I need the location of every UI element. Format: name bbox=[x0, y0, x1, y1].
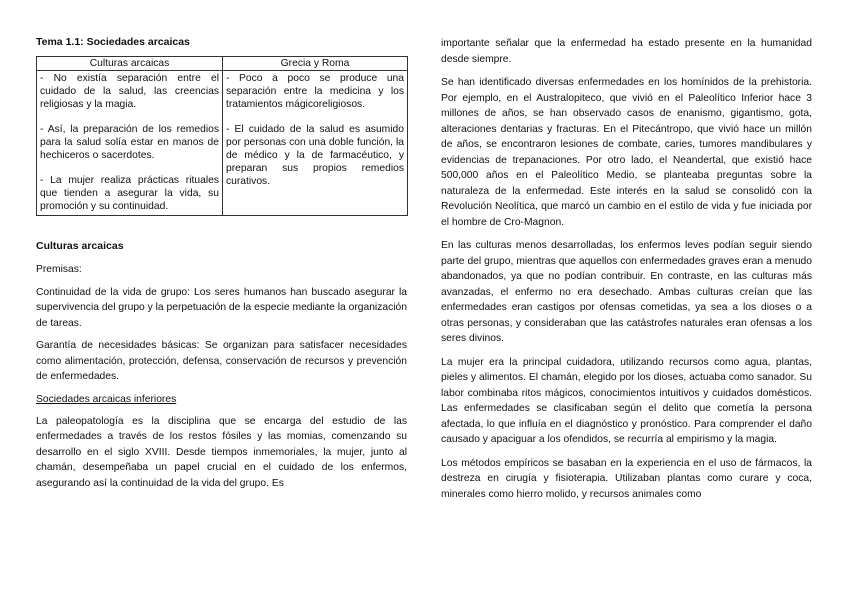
paragraph: importante señalar que la enfermedad ha estado presente en la humanidad desde siempre. bbox=[441, 38, 812, 65]
paragraph: Se han identificado diversas enfermedades en los homínidos de la prehistoria. Por ejemplo, en el Australopiteco, que vivió en el Paleolítico Inferior hace 3 millones de años, se han observado casos de enanismo, gigantismo, gota, alteraciones dentarias y fracturas. En el Pitecántropo, que vivió hace un millón de años, se encontraron lesiones de combate, caries, tumores mandibulares y evidencias de trepanaciones. Por otro lado, el Neandertal, que existió hace 500,000 años en el Paleolítico Medio, se planteaba preguntas sobre la naturaleza de la enfermedad. Este interés en la salud se consolidó con la Revolución Neolítica, que marcó un cambio en el estilo de vida y fue iniciada por el hombre de Cro-Magnon. bbox=[441, 77, 812, 228]
document-title: Tema 1.1: Sociedades arcaicas bbox=[36, 36, 190, 48]
cell-point: - No existía separación entre el cuidado de la salud, las creencias religiosas y la magia. bbox=[40, 73, 219, 110]
cell-point: - Así, la preparación de los remedios para la salud solía estar en manos de hechiceros o sacerdotes. bbox=[40, 124, 219, 161]
table-header-row bbox=[37, 57, 408, 71]
paragraph: Garantía de necesidades básicas: Se organizan para satisfacer necesidades como alimentación, protección, defensa, conservación de recursos y prevención de enfermedades. bbox=[36, 340, 407, 382]
section-title: Culturas arcaicas bbox=[36, 240, 124, 252]
table-cell-grecia-roma bbox=[223, 71, 408, 216]
paragraph: En las culturas menos desarrolladas, los enfermos leves podían seguir siendo parte del grupo, mientras que aquellos con enfermedades graves eran a menudo abandonados, ya que no podían contribuir. En contraste, en las culturas más avanzadas, el enfermo no era desechado. Ambas culturas creían que las enfermedades eran castigos por ofensas cometidas, ya sea a los dioses o a otras personas, y consideraban que las catástrofes naturales eran ofensas a los seres divinos. bbox=[441, 240, 812, 344]
left-column bbox=[36, 36, 407, 498]
comparison-table bbox=[36, 56, 408, 216]
subsection-title: Sociedades arcaicas inferiores bbox=[36, 393, 177, 405]
paragraph: Los métodos empíricos se basaban en la experiencia en el uso de fármacos, la destreza en cirugía y fisioterapia. Utilizaban plantas como curare y coca, minerales como hierro molido, y recursos animales como bbox=[441, 457, 812, 500]
cell-point: - Poco a poco se produce una separación entre la medicina y los tratamientos mágicoreligiosos. bbox=[226, 73, 404, 110]
table-header-arcaicas: Culturas arcaicas bbox=[37, 57, 223, 71]
right-column bbox=[441, 36, 812, 510]
cell-point: - El cuidado de la salud es asumido por personas con una doble función, la de médico y la de farmacéutico, y preparan sus propios remedios curativos. bbox=[226, 124, 404, 187]
paragraph: La mujer era la principal cuidadora, utilizando recursos como agua, plantas, pieles y alimentos. El chamán, elegido por los dioses, actuaba como sanador. Su labor combinaba ritos mágicos, conocimientos intuitivos y cuidados domésticos. Las enfermedades se clasificaban según el delito que cometía la persona afectada, lo que influía en el diagnóstico y pronóstico. Para comprender el daño causado y apaciguar a los ofendidos, se recurría al empirismo y la magia. bbox=[441, 356, 812, 445]
table-cell-arcaicas bbox=[37, 71, 223, 216]
premisas-label: Premisas: bbox=[36, 264, 82, 275]
table-row bbox=[37, 71, 408, 216]
table-header-grecia-roma: Grecia y Roma bbox=[223, 57, 408, 71]
paragraph: Continuidad de la vida de grupo: Los seres humanos han buscado asegurar la supervivencia del grupo y la perpetuación de la especie mediante la organización de tareas. bbox=[36, 286, 407, 329]
cell-point: - La mujer realiza prácticas rituales que tienden a asegurar la vida, su promoción y su continuidad. bbox=[40, 175, 219, 212]
paragraph: La paleopatología es la disciplina que se encarga del estudio de las enfermedades a través de los restos fósiles y las momias, comenzando su desarrollo en el siglo XVIII. Desde tiempos inmemoriales, la mujer, junto al chamán, desempeñaba un papel crucial en el cuidado de los enfermos, asegurando así la continuidad de la vida del grupo. Es bbox=[36, 415, 407, 489]
